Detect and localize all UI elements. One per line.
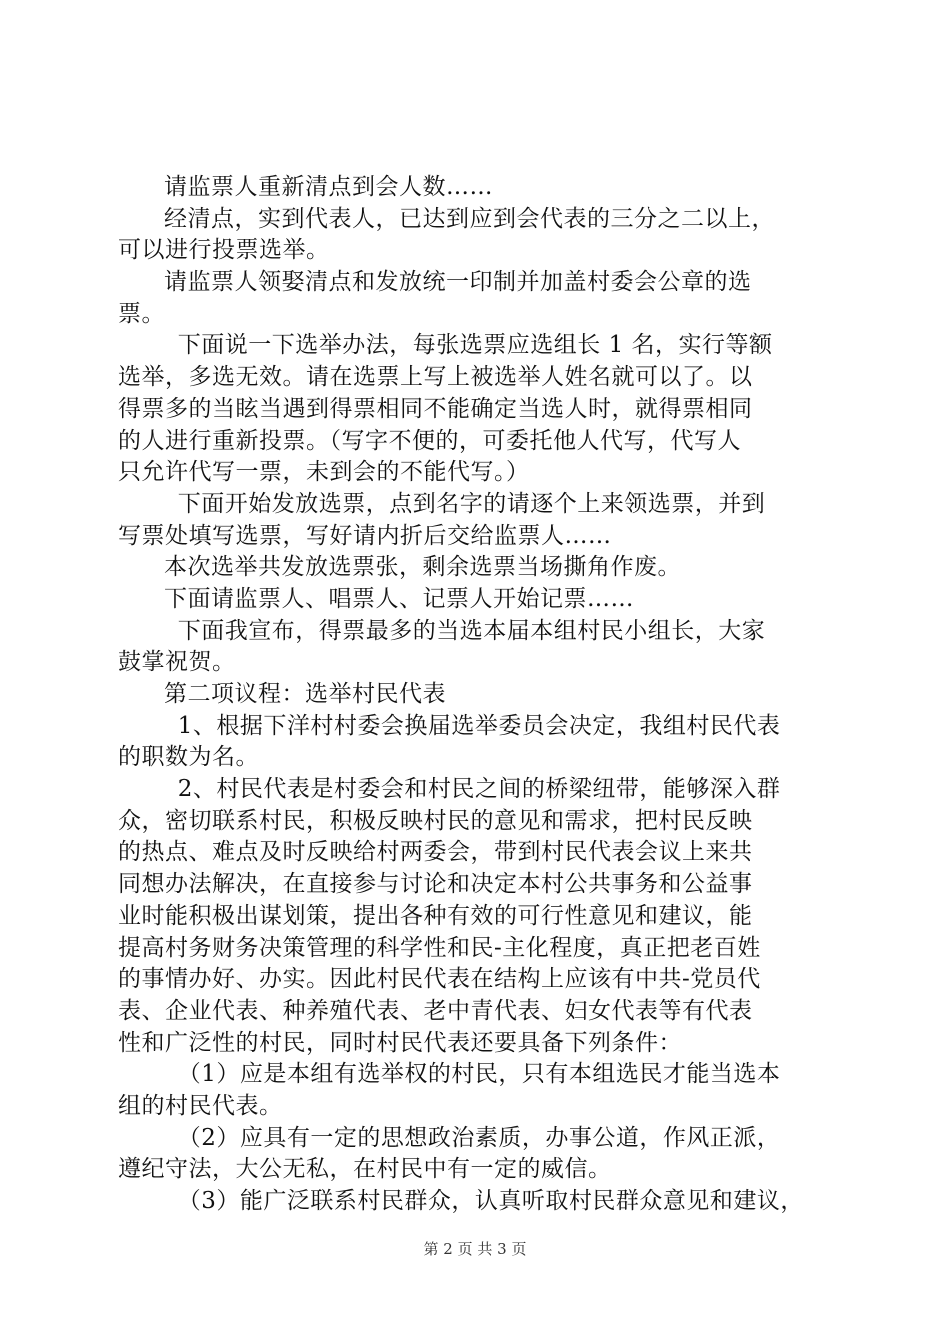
text-line: 组的村民代表。 xyxy=(118,1092,283,1119)
text-line: 的热点、难点及时反映给村两委会，带到村民代表会议上来共 xyxy=(118,839,753,866)
text-line: 可以进行投票选举。 xyxy=(118,237,330,264)
text-line: 下面说一下选举办法，每张选票应选组长 1 名，实行等额 xyxy=(177,332,773,359)
text-line: 的事情办好、办实。因此村民代表在结构上应该有中共-党员代 xyxy=(118,966,761,993)
text-line: 本次选举共发放选票张，剩余选票当场撕角作废。 xyxy=(164,554,681,581)
document-body xyxy=(118,172,838,1218)
text-line: （3）能广泛联系村民群众，认真听取村民群众意见和建议， xyxy=(177,1188,804,1214)
text-line: 2、村民代表是村委会和村民之间的桥梁纽带，能够深入群 xyxy=(177,776,781,803)
text-line: 选举，多选无效。请在选票上写上被选举人姓名就可以了。以 xyxy=(118,364,753,391)
text-line: 第二项议程：选举村民代表 xyxy=(164,681,446,707)
text-line: 表、企业代表、种养殖代表、老中青代表、妇女代表等有代表 xyxy=(118,997,753,1024)
page-footer: 第 2 页 共 3 页 xyxy=(423,1240,527,1258)
text-line: 只允许代写一票，未到会的不能代写。） xyxy=(118,459,530,486)
text-line: （1）应是本组有选举权的村民，只有本组选民才能当选本 xyxy=(177,1061,781,1088)
text-line: 鼓掌祝贺。 xyxy=(118,649,236,676)
text-line: （2）应具有一定的思想政治素质，办事公道，作风正派， xyxy=(177,1124,781,1151)
text-line: 提高村务财务决策管理的科学性和民-主化程度，真正把老百姓 xyxy=(118,934,761,961)
text-line: 下面我宣布，得票最多的当选本届本组村民小组长，大家 xyxy=(177,617,766,644)
text-line: 同想办法解决，在直接参与讨论和决定本村公共事务和公益事 xyxy=(118,871,753,898)
text-line: 票。 xyxy=(118,300,165,327)
text-line: 遵纪守法，大公无私，在村民中有一定的威信。 xyxy=(118,1156,612,1183)
text-line: 写票处填写选票，写好请内折后交给监票人…… xyxy=(118,522,612,549)
text-line: 得票多的当眩当遇到得票相同不能确定当选人时，就得票相同 xyxy=(118,395,753,422)
text-line: 众，密切联系村民，积极反映村民的意见和需求，把村民反映 xyxy=(118,807,753,834)
text-line: 的职数为名。 xyxy=(118,744,259,771)
text-line: 1、根据下洋村村委会换届选举委员会决定，我组村民代表 xyxy=(177,712,781,739)
text-line: 性和广泛性的村民，同时村民代表还要具备下列条件： xyxy=(118,1029,682,1056)
text-line: 请监票人领娶清点和发放统一印制并加盖村委会公章的选 xyxy=(164,269,752,296)
text-line: 请监票人重新清点到会人数…… xyxy=(164,174,493,200)
text-line: 下面开始发放选票，点到名字的请逐个上来领选票，并到 xyxy=(177,490,766,517)
text-line: 的人进行重新投票。（写字不便的，可委托他人代写，代写人 xyxy=(118,427,741,454)
text-line: 业时能积极出谋划策，提出各种有效的可行性意见和建议，能 xyxy=(118,902,753,929)
text-line: 经清点，实到代表人，已达到应到会代表的三分之二以上， xyxy=(164,205,775,232)
text-line: 下面请监票人、唱票人、记票人开始记票…… xyxy=(164,585,634,612)
